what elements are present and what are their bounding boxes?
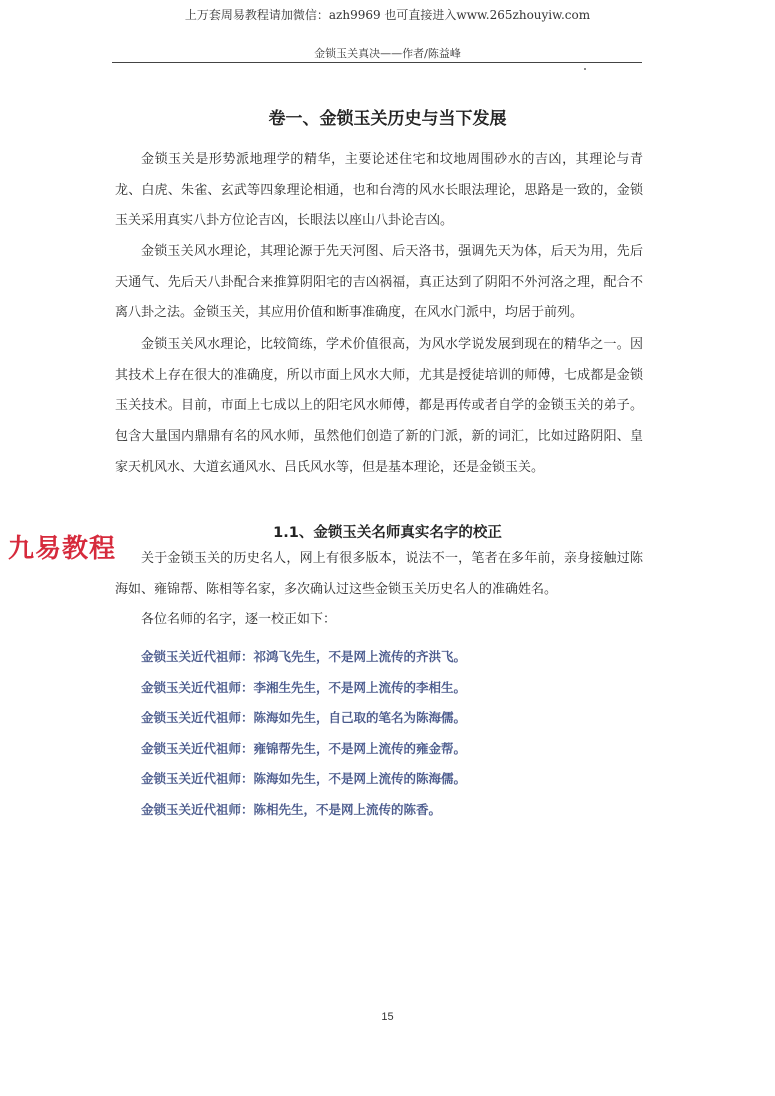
scan-dot [584,68,586,70]
running-header: 金锁玉关真决——作者/陈益峰 [314,47,461,60]
header-rule [112,62,642,63]
list-item: 金锁玉关近代祖师：陈海如先生，自己取的笔名为陈海儒。 [141,710,467,726]
list-item: 金锁玉关近代祖师：李湘生先生，不是网上流传的李相生。 [141,679,467,695]
list-item: 金锁玉关近代祖师：陈海如先生，不是网上流传的陈海儒。 [141,771,467,787]
paragraph-list-intro: 各位名师的名字，逐一校正如下： [141,612,337,627]
page-number: 15 [381,1011,394,1023]
paragraph-intro: 金锁玉关是形势派地理学的精华，主要论述住宅和坟地周围砂水的吉凶，其理论与青龙、白虎、朱雀、玄武等四象理论相通，也和台湾的风水长眼法理论，思路是一致的，金锁玉关采用真实八卦方位论吉凶，长眼法以座山八卦论吉凶。 [115,152,643,229]
list-item: 金锁玉关近代祖师：雍锦帮先生，不是网上流传的雍金帮。 [141,740,467,756]
paragraph-practice: 金锁玉关风水理论，比较简练，学术价值很高，为风水学说发展到现在的精华之一。因其技术上存在很大的准确度，所以市面上风水大师，尤其是授徒培训的师傅，七成都是金锁玉关技术。目前，市面上七成以上的阳宅风水师傅，都是再传或者自学的金锁玉关的弟子。包含大量国内鼎鼎有名的风水师，虽然他们创造了新的门派，新的词汇，比如过路阴阳、皇家天机风水、大道玄通风水、吕氏风水等，但是基本理论，还是金锁玉关。 [115,337,643,475]
paragraph-theory: 金锁玉关风水理论，其理论源于先天河图、后天洛书，强调先天为体，后天为用，先后天通气、先后天八卦配合来推算阴阳宅的吉凶祸福，真正达到了阴阳不外河洛之理，配合不离八卦之法。金锁玉关，其应用价值和断事准确度，在风水门派中，均居于前列。 [115,244,643,321]
list-item: 金锁玉关近代祖师：祁鸿飞先生，不是网上流传的齐洪飞。 [141,649,467,664]
section-title: 1.1、金锁玉关名师真实名字的校正 [273,525,502,541]
master-list [141,647,466,831]
list-item: 金锁玉关近代祖师：陈相先生，不是网上流传的陈香。 [141,801,442,817]
watermark-logo: 九易教程 [8,534,117,564]
top-banner: 上万套周易教程请加微信：azh9969 也可直接进入www.265zhouyiw.com [184,8,591,22]
paragraph-history: 关于金锁玉关的历史名人，网上有很多版本，说法不一，笔者在多年前，亲身接触过陈海如、雍锦帮、陈相等名家，多次确认过这些金锁玉关历史名人的准确姓名。 [115,551,643,597]
page-title: 卷一、金锁玉关历史与当下发展 [268,109,507,129]
